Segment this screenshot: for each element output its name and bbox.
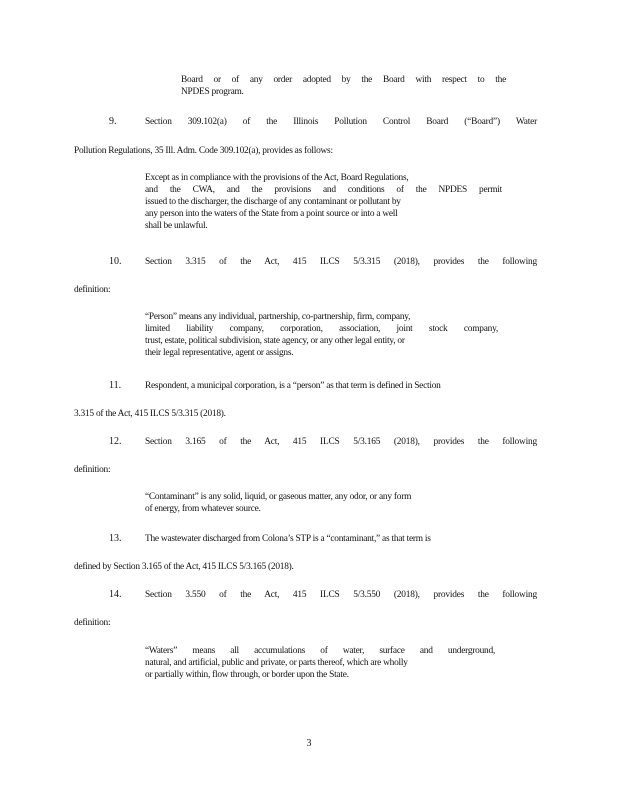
- paragraph-number: 11.: [109, 380, 122, 391]
- paragraph-first-line: Section 309.102(a) of the Illinois Pollution Control Board (“Board”) Water: [145, 117, 537, 127]
- paragraph-first-line: Section 3.550 of the Act, 415 ILCS 5/3.550 (2018), provides the following: [145, 590, 537, 600]
- paragraph-continuation: 3.315 of the Act, 415 ILCS 5/3.315 (2018).: [74, 409, 226, 419]
- paragraph-number: 12.: [109, 436, 122, 447]
- quote-line: NPDES program.: [181, 87, 244, 97]
- block-quote: [145, 491, 500, 515]
- top-quote: [181, 74, 506, 98]
- paragraph-first-line: Respondent, a municipal corporation, is a “person” as that term is defined in Section: [145, 381, 441, 391]
- quote-line: issued to the discharger, the discharge of any contaminant or pollutant by: [145, 197, 401, 207]
- paragraph-first-line: Section 3.315 of the Act, 415 ILCS 5/3.315 (2018), provides the following: [145, 257, 537, 267]
- paragraph-number: 9.: [109, 116, 117, 127]
- paragraph-first-line: The wastewater discharged from Colona’s STP is a “contaminant,” as that term is: [145, 534, 431, 544]
- paragraph-first-line: Section 3.165 of the Act, 415 ILCS 5/3.165 (2018), provides the following: [145, 437, 537, 447]
- quote-line: natural, and artificial, public and private, or parts thereof, which are wholly: [145, 658, 408, 668]
- paragraph-number: 14.: [109, 589, 122, 600]
- quote-line: any person into the waters of the State from a point source or into a well: [145, 209, 398, 219]
- paragraph-continuation: definition:: [74, 285, 111, 295]
- quote-line: and the CWA, and the provisions and conditions of the NPDES permit: [145, 185, 502, 195]
- quote-line: shall be unlawful.: [145, 221, 208, 231]
- paragraph-continuation: definition:: [74, 465, 111, 475]
- quote-line: Except as in compliance with the provisions of the Act, Board Regulations,: [145, 173, 409, 183]
- quote-line: “Person” means any individual, partnership, co-partnership, firm, company,: [145, 312, 411, 322]
- quote-line: “Contaminant” is any solid, liquid, or gaseous matter, any odor, or any form: [145, 492, 412, 502]
- quote-line: their legal representative, agent or assigns.: [145, 348, 294, 358]
- block-quote: [145, 645, 495, 681]
- paragraph-continuation: definition:: [74, 618, 111, 628]
- paragraph-continuation: Pollution Regulations, 35 Ill. Adm. Code 309.102(a), provides as follows:: [74, 146, 333, 156]
- block-quote: [145, 172, 502, 232]
- paragraph-number: 13.: [109, 533, 122, 544]
- quote-line: limited liability company, corporation, association, joint stock company,: [145, 324, 498, 334]
- quote-line: “Waters” means all accumulations of water, surface and underground,: [145, 646, 495, 656]
- block-quote: [145, 311, 498, 359]
- quote-line: of energy, from whatever source.: [145, 504, 261, 514]
- quote-line: trust, estate, political subdivision, state agency, or any other legal entity, or: [145, 336, 405, 346]
- paragraph-continuation: defined by Section 3.165 of the Act, 415 ILCS 5/3.165 (2018).: [74, 562, 294, 572]
- paragraph-number: 10.: [109, 256, 122, 267]
- quote-line: or partially within, flow through, or border upon the State.: [145, 670, 349, 680]
- quote-line: Board or of any order adopted by the Board with respect to the: [181, 75, 506, 85]
- page-number: 3: [306, 738, 312, 749]
